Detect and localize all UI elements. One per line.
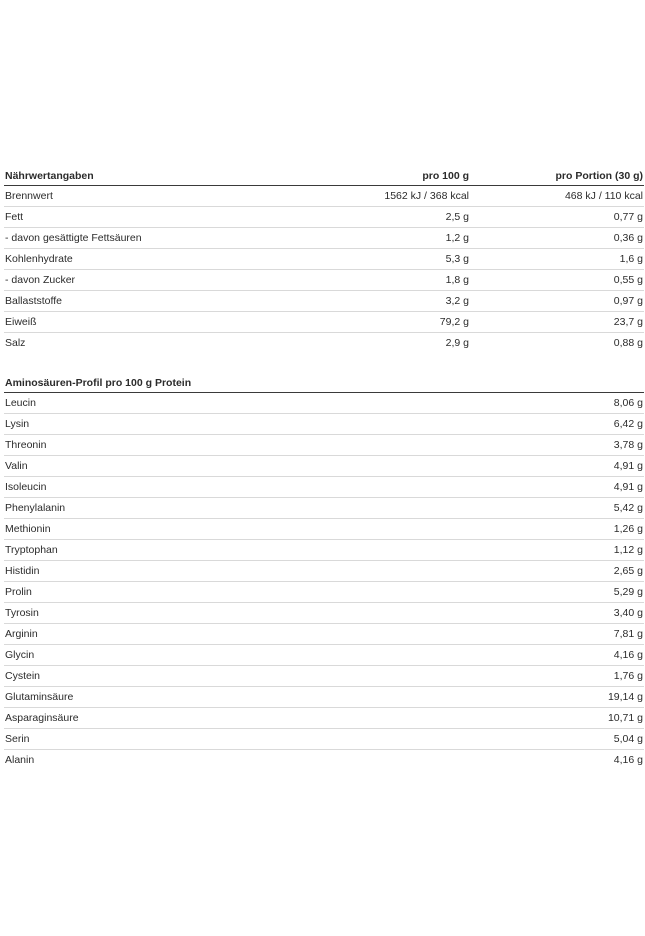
nutrient-name: Brennwert xyxy=(5,190,53,202)
nutrition-header-row xyxy=(4,169,644,186)
amino-value: 3,40 g xyxy=(613,607,643,619)
amino-value: 1,76 g xyxy=(613,670,643,682)
nutrition-header-label: Nährwertangaben xyxy=(5,170,94,182)
table-row xyxy=(4,456,644,477)
amino-name: Leucin xyxy=(5,397,36,409)
table-row xyxy=(4,291,644,312)
amino-name: Lysin xyxy=(5,418,30,430)
amino-name: Phenylalanin xyxy=(5,502,66,514)
nutrient-portion: 1,6 g xyxy=(619,253,643,265)
table-row xyxy=(4,666,644,687)
amino-header-row xyxy=(4,376,644,393)
nutrition-table xyxy=(4,169,644,354)
table-row xyxy=(4,186,644,207)
amino-name: Histidin xyxy=(5,565,40,577)
table-row xyxy=(4,333,644,354)
amino-name: Isoleucin xyxy=(5,481,47,493)
nutrient-name: - davon gesättigte Fettsäuren xyxy=(5,232,142,244)
amino-value: 5,04 g xyxy=(613,733,643,745)
amino-value: 10,71 g xyxy=(607,712,643,724)
amino-name: Glycin xyxy=(5,649,35,661)
nutrient-portion: 0,55 g xyxy=(613,274,643,286)
amino-value: 8,06 g xyxy=(613,397,643,409)
amino-value: 7,81 g xyxy=(613,628,643,640)
nutrient-name: Ballaststoffe xyxy=(5,295,63,307)
amino-name: Tryptophan xyxy=(5,544,58,556)
amino-header-label: Aminosäuren-Profil pro 100 g Protein xyxy=(5,377,192,389)
table-row xyxy=(4,414,644,435)
amino-name: Glutaminsäure xyxy=(5,691,74,703)
amino-table xyxy=(4,376,644,771)
table-row xyxy=(4,708,644,729)
table-row xyxy=(4,603,644,624)
amino-name: Threonin xyxy=(5,439,47,451)
nutrient-per100: 79,2 g xyxy=(439,316,469,328)
amino-name: Arginin xyxy=(5,628,38,640)
table-row xyxy=(4,477,644,498)
nutrient-per100: 3,2 g xyxy=(445,295,469,307)
nutrient-name: Salz xyxy=(5,337,26,349)
table-row xyxy=(4,561,644,582)
nutrient-portion: 0,36 g xyxy=(613,232,643,244)
nutrient-portion: 0,97 g xyxy=(613,295,643,307)
nutrient-portion: 468 kJ / 110 kcal xyxy=(564,190,643,202)
table-row xyxy=(4,228,644,249)
amino-value: 2,65 g xyxy=(613,565,643,577)
table-row xyxy=(4,645,644,666)
nutrient-per100: 1,8 g xyxy=(445,274,469,286)
table-row xyxy=(4,435,644,456)
table-row xyxy=(4,393,644,414)
table-row xyxy=(4,729,644,750)
table-row xyxy=(4,687,644,708)
table-row xyxy=(4,582,644,603)
nutrient-per100: 2,9 g xyxy=(445,337,469,349)
nutrient-name: Kohlenhydrate xyxy=(5,253,73,265)
amino-value: 3,78 g xyxy=(613,439,643,451)
nutrient-portion: 0,88 g xyxy=(613,337,643,349)
amino-value: 4,16 g xyxy=(613,649,643,661)
amino-name: Prolin xyxy=(5,586,32,598)
nutrient-portion: 23,7 g xyxy=(613,316,643,328)
amino-value: 19,14 g xyxy=(607,691,643,703)
nutrient-portion: 0,77 g xyxy=(613,211,643,223)
nutrient-name: Eiweiß xyxy=(5,316,37,328)
amino-name: Cystein xyxy=(5,670,41,682)
amino-name: Serin xyxy=(5,733,30,745)
amino-value: 4,91 g xyxy=(613,481,643,493)
amino-name: Methionin xyxy=(5,523,51,535)
table-row xyxy=(4,270,644,291)
amino-value: 5,42 g xyxy=(613,502,643,514)
table-row xyxy=(4,498,644,519)
table-row xyxy=(4,540,644,561)
amino-value: 5,29 g xyxy=(613,586,643,598)
nutrient-per100: 1562 kJ / 368 kcal xyxy=(384,190,469,202)
amino-value: 4,91 g xyxy=(613,460,643,472)
amino-value: 4,16 g xyxy=(613,754,643,766)
nutrient-name: Fett xyxy=(5,211,24,223)
table-row xyxy=(4,207,644,228)
table-row xyxy=(4,312,644,333)
nutrient-per100: 5,3 g xyxy=(445,253,469,265)
amino-name: Alanin xyxy=(5,754,35,766)
nutrition-header-per100: pro 100 g xyxy=(422,170,469,182)
amino-name: Tyrosin xyxy=(5,607,39,619)
table-row xyxy=(4,249,644,270)
table-row xyxy=(4,519,644,540)
nutrient-per100: 1,2 g xyxy=(445,232,469,244)
amino-name: Valin xyxy=(5,460,28,472)
amino-value: 1,26 g xyxy=(613,523,643,535)
amino-name: Asparaginsäure xyxy=(5,712,79,724)
nutrient-per100: 2,5 g xyxy=(445,211,469,223)
amino-value: 1,12 g xyxy=(613,544,643,556)
table-row xyxy=(4,750,644,771)
amino-value: 6,42 g xyxy=(613,418,643,430)
table-row xyxy=(4,624,644,645)
nutrient-name: - davon Zucker xyxy=(5,274,76,286)
nutrition-header-portion: pro Portion (30 g) xyxy=(555,170,643,182)
